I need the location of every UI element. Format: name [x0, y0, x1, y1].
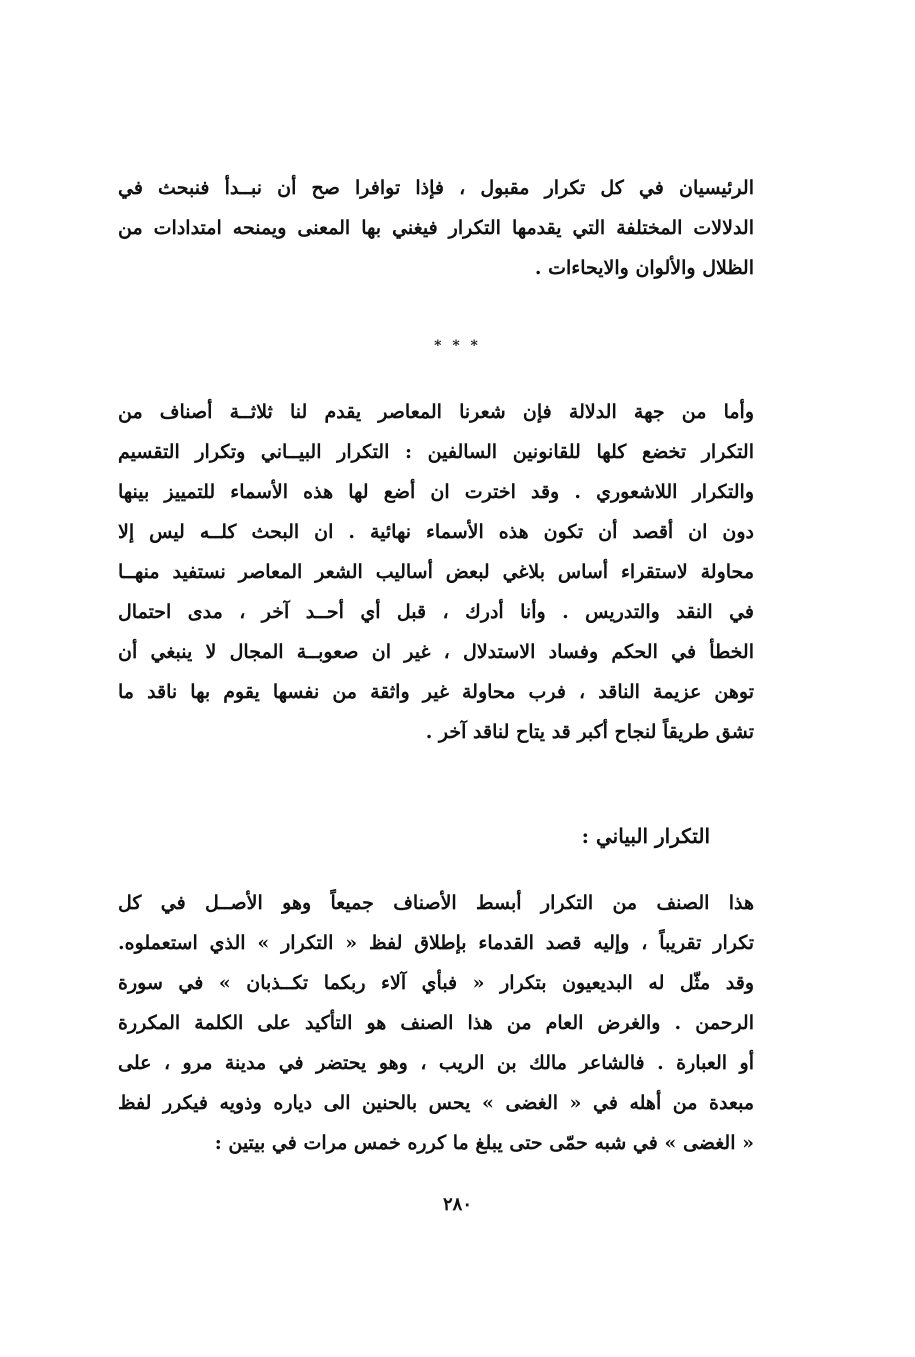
- text-line: « الغضى » في شبه حمّى حتى يبلغ ما كرره خمس مرات في بيتين :: [214, 1132, 754, 1154]
- text-line: الدلالات المختلفة التي يقدمها التكرار فيغني بها المعنى ويمنحه امتدادات من: [118, 217, 754, 239]
- text-line: دون ان أقصد أن تكون هذه الأسماء نهائية . ان البحث كلــه ليس إلا: [118, 521, 754, 543]
- paragraph-continuation: [118, 168, 754, 288]
- text-line: الرئيسيان في كل تكرار مقبول ، فإذا توافرا صح أن نبــدأ فنبحث في: [118, 177, 754, 199]
- text-line: وقد مثّل له البديعيون بتكرار « فبأي آلاء ربكما تكــذبان » في سورة: [118, 972, 754, 994]
- page-number: ٢٨٠: [442, 1194, 472, 1215]
- text-line: توهن عزيمة الناقد ، فرب محاولة غير واثقة من نفسها يقوم بها ناقد ما: [118, 681, 754, 703]
- text-line: تكرار تقريباً ، وإليه قصد القدماء بإطلاق لفظ « التكرار » الذي استعملوه.: [118, 932, 754, 954]
- text-line: الظلال والألوان والايحاءات .: [534, 257, 754, 279]
- text-line: في النقد والتدريس . وأنا أدرك ، قبل أي أحــد آخر ، مدى احتمال: [118, 601, 754, 623]
- text-line: الخطأ في الحكم وفساد الاستدلال ، غير ان صعوبــة المجال لا ينبغي أن: [118, 641, 754, 663]
- text-line: تشق طريقاً لنجاح أكبر قد يتاح لناقد آخر .: [425, 721, 754, 743]
- text-line: الرحمن . والغرض العام من هذا الصنف هو التأكيد على الكلمة المكررة: [118, 1012, 754, 1034]
- text-line: أو العبارة . فالشاعر مالك بن الريب ، وهو يحتضر في مدينة مرو ، على: [118, 1052, 754, 1074]
- text-line: مبعدة من أهله في « الغضى » يحس بالحنين الى دياره وذويه فيكرر لفظ: [118, 1092, 754, 1114]
- text-line: وأما من جهة الدلالة فإن شعرنا المعاصر يقدم لنا ثلاثــة أصناف من: [118, 401, 754, 423]
- text-line: محاولة لاستقراء أساس بلاغي لبعض أساليب الشعر المعاصر نستفيد منهــا: [118, 561, 754, 583]
- text-line: والتكرار اللاشعوري . وقد اخترت ان أضع لها هذه الأسماء للتمييز بينها: [118, 481, 754, 503]
- text-line: هذا الصنف من التكرار أبسط الأصناف جميعاً وهو الأصــل في كل: [118, 892, 754, 914]
- section-separator: * * *: [434, 338, 481, 354]
- section-heading: التكرار البياني :: [581, 824, 710, 848]
- text-line: التكرار تخضع كلها للقانونين السالفين : التكرار البيــاني وتكرار التقسيم: [118, 441, 754, 463]
- paragraph-semantics: [118, 392, 754, 752]
- paragraph-rhetorical-repetition: [118, 883, 754, 1163]
